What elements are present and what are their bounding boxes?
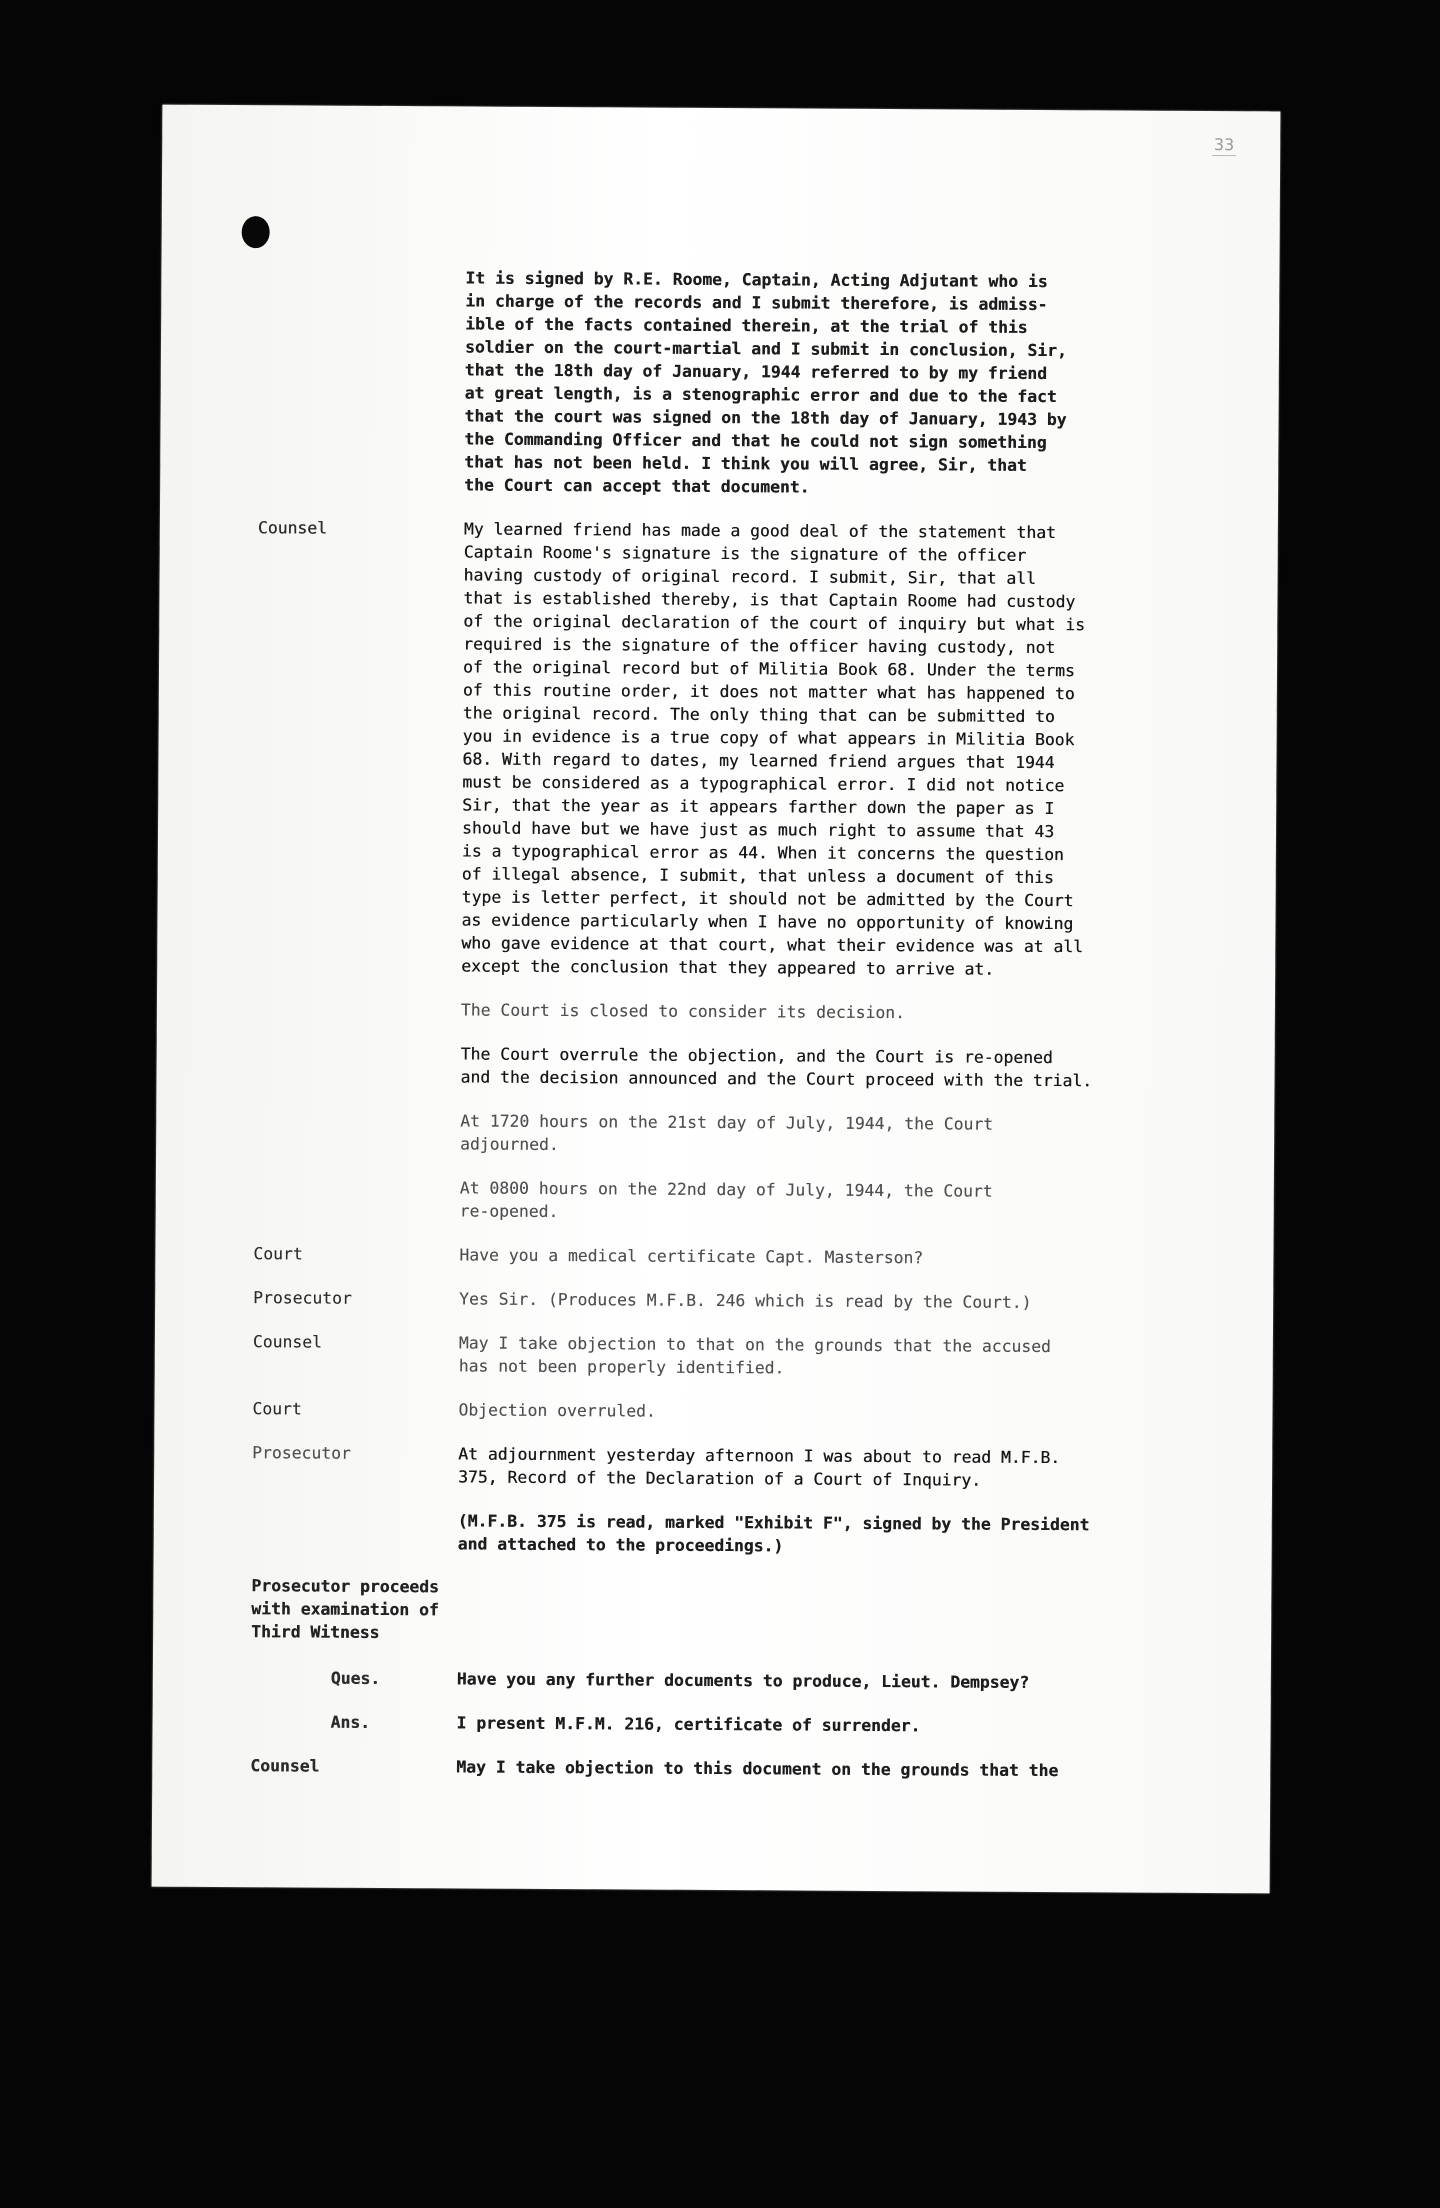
page-number: 33: [1212, 135, 1236, 156]
paragraph-text: At 1720 hours on the 21st day of July, 1944, the Court adjourned.: [460, 1111, 994, 1155]
prosecutor-answer-entry: [253, 1286, 1263, 1315]
speech-text: May I take objection to that on the grounds that the accused has not been properly identified.: [458, 1333, 1052, 1378]
question-entry: [251, 1666, 1261, 1695]
section-heading: Prosecutor proceeds with examination of Third Witness: [251, 1576, 439, 1642]
paragraph-signature-argument: [258, 265, 1269, 501]
paragraph-text: At 0800 hours on the 22nd day of July, 1944, the Court re-opened.: [459, 1178, 993, 1222]
prosecutor-exhibit-entry: [252, 1441, 1262, 1493]
speech-text: At adjournment yesterday afternoon I was about to read M.F.B. 375, Record of the Declaration of a Court of Inquiry.: [458, 1444, 1061, 1490]
speech-text: Have you a medical certificate Capt. Masterson?: [459, 1245, 924, 1268]
speech-text: May I take objection to this document on the grounds that the: [456, 1757, 1059, 1781]
adjournment-note: [254, 1108, 1264, 1160]
reopened-note: [254, 1175, 1264, 1227]
speaker-label: Ans.: [330, 1712, 371, 1732]
speech-text: Have you any further documents to produce, Lieut. Dempsey?: [456, 1669, 1030, 1692]
counsel-identification-objection: [253, 1330, 1263, 1382]
court-decision-note: [254, 1041, 1264, 1093]
speech-text: My learned friend has made a good deal of the statement that Captain Roome's signature is the signature of the officer having custody of original record. I submit, Sir, that all that is established thereby, is that Captain Roome had custody of the original declaration of the court of inquiry but what is required is the signature of the officer having custody, not of the original record but of Militia Book 68. Under the terms of this routine order, it does not matter what has happened to the original record. The only thing that can be submitted to you in evidence is a true copy of what appears in Militia Book 68. With regard to dates, my learned friend argues that 1944 must be considered as a typographical error. I did not notice Sir, that the year as it appears farther down the paper as I should have but we have just as much right to assume that 43 is a typographical error as 44. When it concerns the question of illegal absence, I submit, that unless a document of this type is letter perfect, it should not be admitted by the Court as evidence particularly when I have no opportunity of knowing who gave evidence at that court, what their evidence was at all except the conclusion that they appeared to arrive at.: [461, 519, 1086, 979]
speaker-label: Court: [252, 1399, 302, 1419]
court-question-entry: [253, 1242, 1263, 1271]
speaker-label: Court: [253, 1244, 303, 1264]
answer-entry: [251, 1710, 1261, 1739]
document-page: [152, 105, 1281, 1894]
speaker-label: Counsel: [250, 1756, 320, 1776]
punch-hole-mark: [242, 216, 270, 248]
paragraph-text: It is signed by R.E. Roome, Captain, Acting Adjutant who is in charge of the records and I submit therefore, is admiss- ible of the facts contained therein, at the trial of this soldier on the court-martial and I submit in conclusion, Sir, that the 18th day of January, 1944 referred to by my friend at great length, is a stenographic error and due to the fact that the court was signed on the 18th day of January, 1943 by the Commanding Officer and that he could not sign something that has not been held. I think you will agree, Sir, that the Court can accept that document.: [464, 268, 1067, 497]
speech-text: Yes Sir. (Produces M.F.B. 246 which is read by the Court.): [459, 1289, 1032, 1312]
court-closed-note: [255, 997, 1265, 1026]
transcript-body: [250, 265, 1269, 1783]
speaker-label: Prosecutor: [252, 1443, 351, 1463]
counsel-document-objection: [250, 1754, 1260, 1783]
speaker-label: Ques.: [330, 1668, 381, 1688]
paragraph-text: The Court is closed to consider its decision.: [460, 1000, 906, 1023]
court-ruling-entry: [252, 1397, 1262, 1426]
speaker-label: Counsel: [257, 518, 328, 538]
counsel-objection-entry: [255, 516, 1268, 982]
speaker-label: Counsel: [252, 1332, 323, 1352]
speaker-label: Prosecutor: [253, 1288, 352, 1308]
speech-text: Objection overruled.: [458, 1400, 656, 1421]
speech-text: I present M.F.M. 216, certificate of surrender.: [456, 1713, 921, 1736]
exhibit-note: [252, 1508, 1262, 1560]
paragraph-text: (M.F.B. 375 is read, marked "Exhibit F", signed by the President and attached to the proceedings.): [457, 1511, 1090, 1556]
paragraph-text: The Court overrule the objection, and the Court is re-opened and the decision announced and the Court proceed with the trial.: [460, 1044, 1093, 1091]
